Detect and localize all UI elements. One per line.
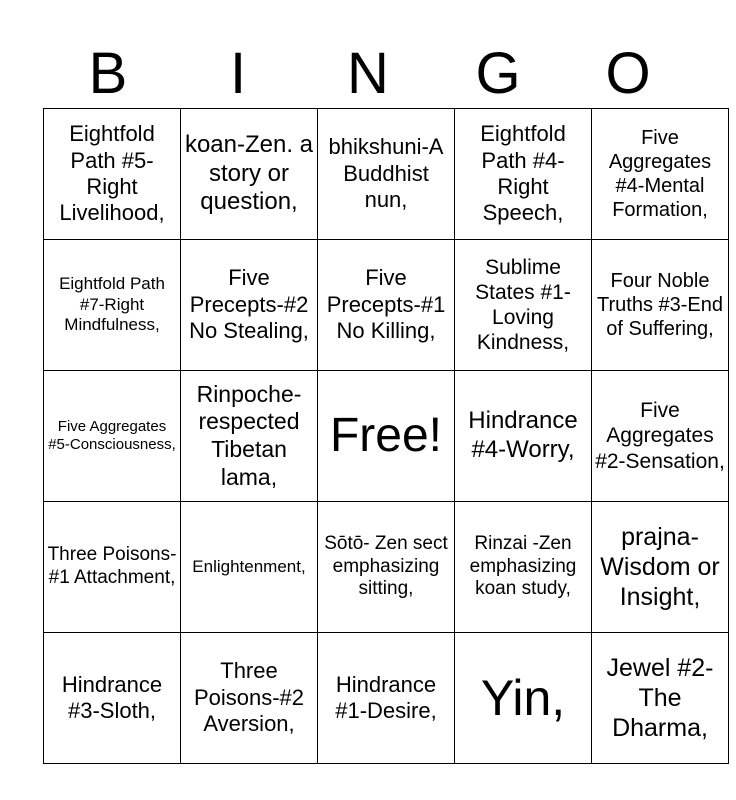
grid-row-3 — [44, 371, 729, 502]
bingo-cell-r5c1[interactable]: Hindrance #3-Sloth, — [44, 633, 181, 764]
header-letter-b: B — [88, 41, 128, 106]
bingo-cell-r1c2[interactable]: koan-Zen. a story or question, — [181, 109, 318, 240]
bingo-cell-r1c1[interactable]: Eightfold Path #5-Right Livelihood, — [44, 109, 181, 240]
header-letter-i: I — [229, 41, 247, 106]
bingo-grid — [43, 108, 729, 764]
bingo-cell-r4c1[interactable]: Three Poisons- #1 Attachment, — [44, 502, 181, 633]
bingo-cell-r5c4[interactable]: Yin, — [455, 633, 592, 764]
header-letter-o: O — [605, 41, 651, 106]
bingo-cell-r1c4[interactable]: Eightfold Path #4-Right Speech, — [455, 109, 592, 240]
bingo-cell-r4c2[interactable]: Enlightenment, — [181, 502, 318, 633]
grid-row-5 — [44, 633, 729, 764]
bingo-cell-r3c4[interactable]: Hindrance #4-Worry, — [455, 371, 592, 502]
header-letter-n: N — [347, 41, 389, 106]
bingo-cell-r2c5[interactable]: Four Noble Truths #3-End of Suffering, — [592, 240, 729, 371]
bingo-cell-r2c3[interactable]: Five Precepts-#1 No Killing, — [318, 240, 455, 371]
header-letter-g: G — [475, 41, 521, 106]
grid-row-1 — [44, 109, 729, 240]
bingo-cell-r3c5[interactable]: Five Aggregates #2-Sensation, — [592, 371, 729, 502]
bingo-cell-r4c3[interactable]: Sōtō- Zen sect emphasizing sitting, — [318, 502, 455, 633]
bingo-cell-r3c1[interactable]: Five Aggregates #5-Consciousness, — [44, 371, 181, 502]
bingo-cell-r1c5[interactable]: Five Aggregates #4-Mental Formation, — [592, 109, 729, 240]
grid-row-4 — [44, 502, 729, 633]
bingo-cell-r2c1[interactable]: Eightfold Path #7-Right Mindfulness, — [44, 240, 181, 371]
bingo-cell-r4c5[interactable]: prajna-Wisdom or Insight, — [592, 502, 729, 633]
bingo-cell-r3c2[interactable]: Rinpoche-respected Tibetan lama, — [181, 371, 318, 502]
bingo-cell-r5c3[interactable]: Hindrance #1-Desire, — [318, 633, 455, 764]
bingo-cell-r2c4[interactable]: Sublime States #1-Loving Kindness, — [455, 240, 592, 371]
bingo-cell-r1c3[interactable]: bhikshuni-A Buddhist nun, — [318, 109, 455, 240]
bingo-cell-r5c5[interactable]: Jewel #2-The Dharma, — [592, 633, 729, 764]
bingo-cell-r2c2[interactable]: Five Precepts-#2 No Stealing, — [181, 240, 318, 371]
bingo-header — [43, 40, 693, 108]
bingo-cell-free[interactable]: Free! — [318, 371, 455, 502]
bingo-cell-r4c4[interactable]: Rinzai -Zen emphasizing koan study, — [455, 502, 592, 633]
grid-row-2 — [44, 240, 729, 371]
bingo-cell-r5c2[interactable]: Three Poisons-#2 Aversion, — [181, 633, 318, 764]
